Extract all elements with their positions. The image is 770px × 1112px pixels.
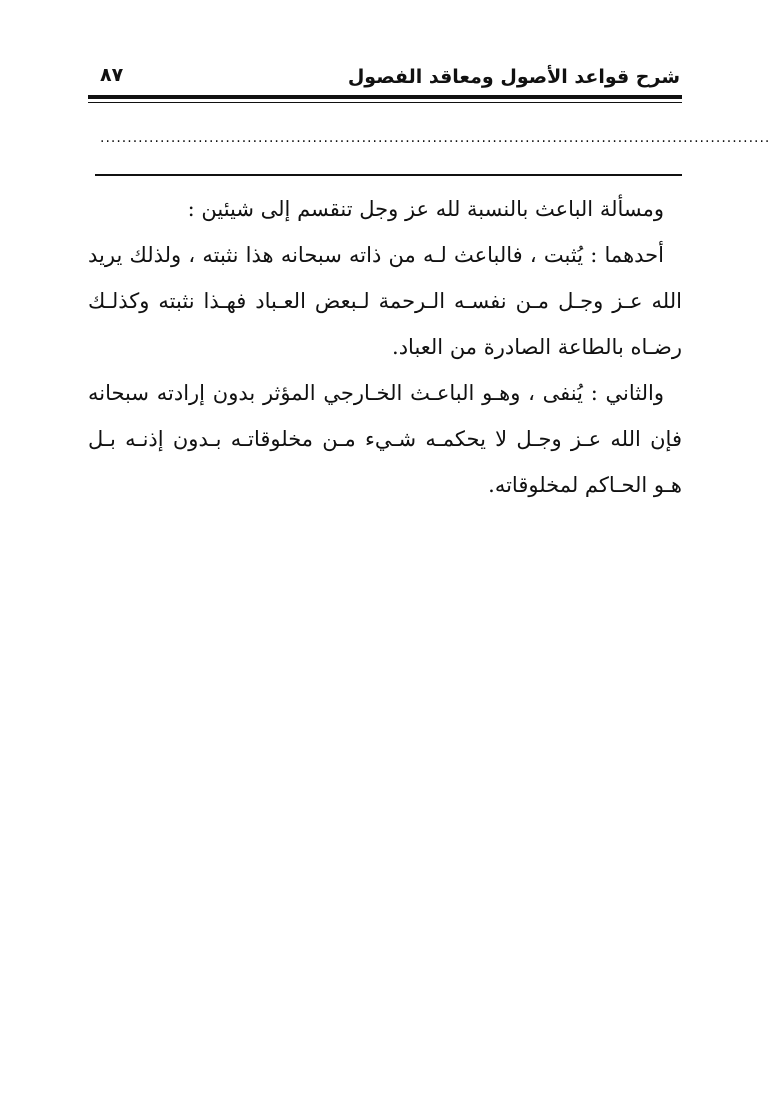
header-rule-thin (88, 102, 682, 103)
main-text (88, 186, 682, 508)
running-title: شرح قواعد الأصول ومعاقد الفصول (347, 66, 680, 88)
running-header (90, 58, 682, 98)
section-separator-rule (95, 174, 682, 176)
paragraph-second-part: والثاني : يُنفى ، وهـو الباعـث الخـارجي المؤثر بدون إرادته سبحانه فإن الله عـز وجـل لا يحكمـه شـيء مـن مخلوقاتـه بـدون إذنـه بـل هـو الحـاكم لمخلوقاته. (88, 381, 682, 497)
paragraph-intro: ومسألة الباعث بالنسبة لله عز وجل تنقسم إلى شيئين : (187, 197, 664, 221)
footnote-dotted-line: ........................................................................................................................... (100, 130, 770, 146)
paragraph-first-part: أحدهما : يُثبت ، فالباعث لـه من ذاته سبحانه هذا نثبته ، ولذلك يريد الله عـز وجـل مـن نفسـه الـرحمة لـبعض العـباد فهـذا نثبته وكذلـك رضـاه بالطاعة الصادرة من العباد. (88, 243, 682, 359)
page-number: ٨٧ (100, 64, 124, 86)
header-rule-thick (88, 95, 682, 99)
